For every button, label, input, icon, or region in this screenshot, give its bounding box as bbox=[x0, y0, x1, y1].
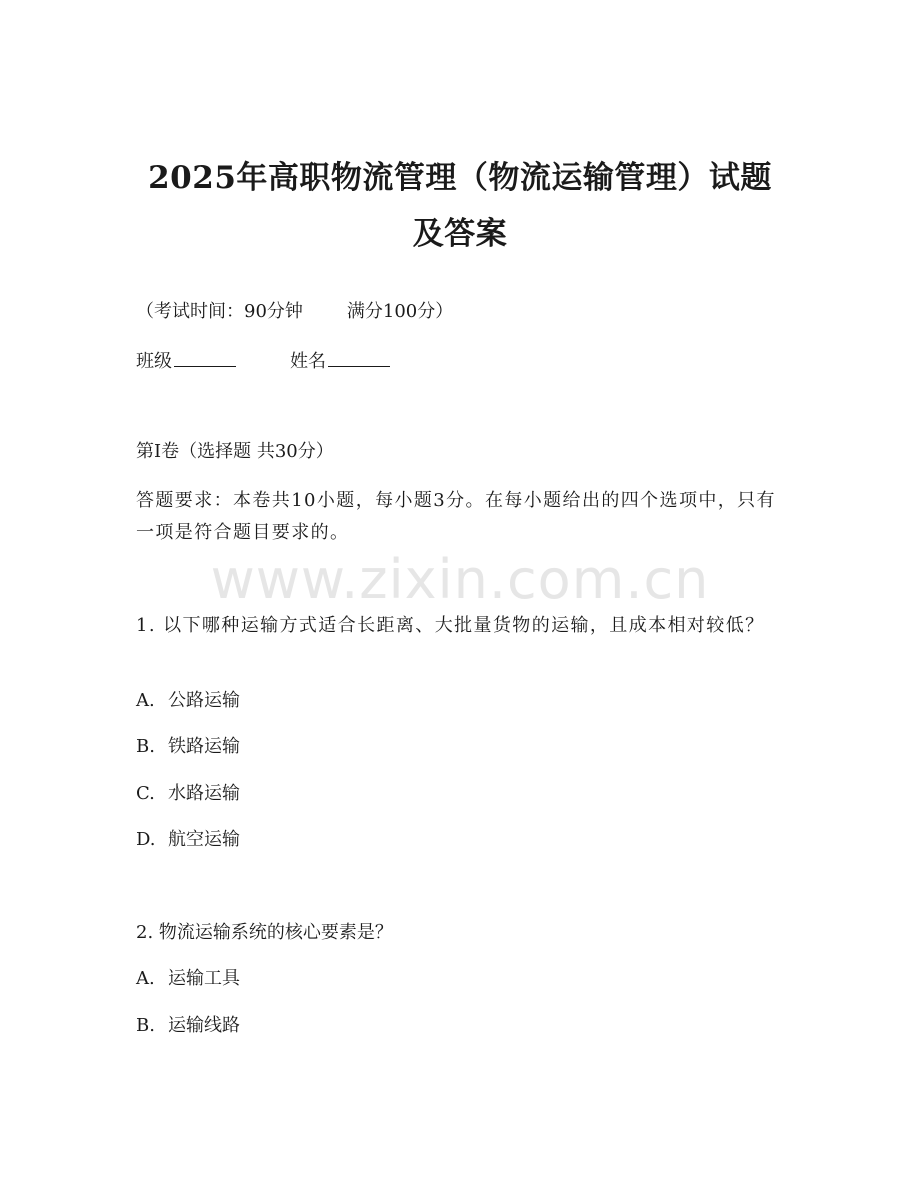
option-letter: D. bbox=[136, 829, 156, 850]
instructions: 答题要求：本卷共10小题，每小题3分。在每小题给出的四个选项中，只有一项是符合题目要求的。 bbox=[136, 490, 776, 543]
option-text: 航空运输 bbox=[168, 829, 240, 850]
option-text: 铁路运输 bbox=[168, 736, 240, 757]
question-number: 2. bbox=[136, 922, 154, 943]
title-line-1: 2025年高职物流管理（物流运输管理）试题 bbox=[148, 160, 772, 196]
option-letter: B. bbox=[136, 736, 155, 757]
option-letter: C. bbox=[136, 783, 155, 804]
full-score: 满分100分） bbox=[346, 301, 454, 322]
exam-time: （考试时间：90分钟 bbox=[136, 301, 303, 322]
option-1b[interactable] bbox=[136, 733, 240, 761]
page-title bbox=[100, 150, 820, 262]
question-1 bbox=[136, 610, 786, 642]
section-title: 第I卷（选择题 共30分） bbox=[136, 441, 334, 462]
option-1d[interactable] bbox=[136, 826, 240, 854]
watermark: www.zixin.com.cn bbox=[210, 548, 710, 611]
question-number: 1. bbox=[136, 615, 156, 636]
option-1c[interactable] bbox=[136, 780, 240, 808]
option-2b[interactable] bbox=[136, 1012, 240, 1040]
option-1a[interactable] bbox=[136, 687, 240, 715]
name-label: 姓名 bbox=[290, 351, 326, 372]
question-2 bbox=[136, 919, 393, 947]
option-letter: B. bbox=[136, 1015, 155, 1036]
option-text: 运输工具 bbox=[168, 968, 240, 989]
student-info bbox=[136, 348, 390, 376]
question-text: 以下哪种运输方式适合长距离、大批量货物的运输，且成本相对较低？ bbox=[163, 615, 765, 636]
name-blank[interactable] bbox=[328, 348, 390, 367]
option-letter: A. bbox=[136, 968, 155, 989]
class-label: 班级 bbox=[136, 351, 172, 372]
option-text: 公路运输 bbox=[168, 690, 240, 711]
option-letter: A. bbox=[136, 690, 155, 711]
option-text: 水路运输 bbox=[168, 783, 240, 804]
option-text: 运输线路 bbox=[168, 1015, 240, 1036]
option-2a[interactable] bbox=[136, 965, 240, 993]
question-text: 物流运输系统的核心要素是？ bbox=[158, 922, 393, 943]
class-blank[interactable] bbox=[174, 348, 236, 367]
title-line-2: 及答案 bbox=[412, 216, 508, 252]
exam-meta bbox=[136, 298, 453, 326]
